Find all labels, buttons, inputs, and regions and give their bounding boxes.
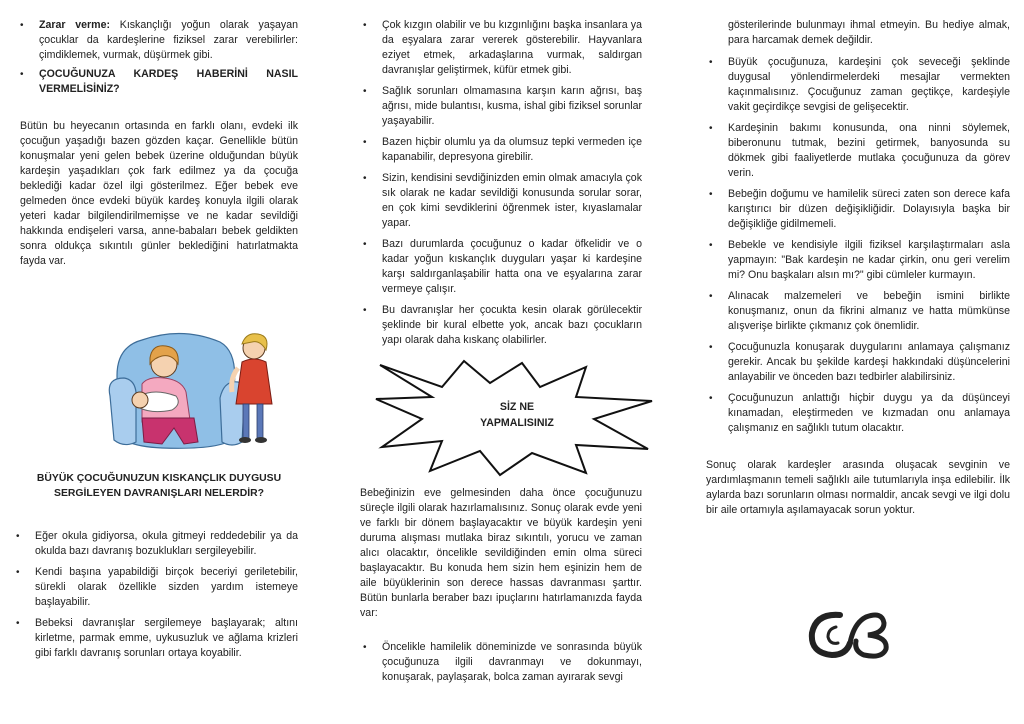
tips-bullet-list <box>360 640 642 691</box>
list-item: • Kendi başına yapabildiği birçok beceriyi geriletebilir, sürekli olarak özellikle sizden yardım istemeye başlayabilir. <box>16 565 298 610</box>
list-item: • Büyük çocuğunuza, kardeşini çok seveceği şeklinde duygusal yönlendirmelerdeki mesajlar vermekten kaçınmalısınız. Çocuğunuz zaman geçtikçe, kardeşiyle vakit geçirdikçe sevgisi de gelişecektir. <box>706 55 1010 115</box>
list-item: • Bazen hiçbir olumlu ya da olumsuz tepki vermeden içe kapanabilir, depresyona girebilir. <box>360 135 642 165</box>
list-item: • Bebeksi davranışlar sergilemeye başlayarak; altını kirletme, parmak emme, uykusuzluk ve ağlama krizleri gibi farklı davranış sorunları ortaya koyabilir. <box>16 616 298 661</box>
list-item: • Sağlık sorunları olmamasına karşın karın ağrısı, baş ağrısı, mide bulantısı, kusma, ishal gibi fiziksel sorunlar yaşayabilir. <box>360 84 642 129</box>
tips-intro-paragraph: Bebeğinizin eve gelmesinden daha önce çocuğunuzu süreçle ilgili olarak hazırlamalısınız. Sonuç olarak evde yeni ve farklı bir dönem başlayacaktır ve büyük kardeşin yeni duruma alışması mutlaka biraz sıkıntılı, yorucu ve zaman alıcı olacaktır, öncelikle sevildiğinden emin olma süreci başlayacaktır. Bu konuda hem sizin hem eşinizin hem de aile büyüklerinin son derece hassas davranması şarttır. Bütün bunlarla beraber bazı ipuçlarını hatırlamanızda fayda var: <box>360 487 642 619</box>
behavior-bullet-list-continued <box>360 18 642 348</box>
conclusion-paragraph: Sonuç olarak kardeşler arasında oluşacak sevginin ve yardımlaşmanın temeli sağlıklı aile tutumlarıyla inşa edilebilir. İlk aylarda bazı sorunların olması normaldir, ancak sevgi ve ilgi dolu bir aile ortamıyla aşılamayacak sorun yoktur. <box>706 459 1010 516</box>
list-item: • Bebekle ve kendisiyle ilgili fiziksel karşılaştırmaları asla yapmayın: "Bak kardeşin ne kadar çirkin, onu geri verelim mi? Onu başkaları alsın mı?" gibi cümleler kurmayın. <box>706 238 1010 283</box>
list-item: • Bazı durumlarda çocuğunuz o kadar öfkelidir ve o kadar yoğun kıskançlık duyguları yaşar ki kardeşine karşı saldırganlaşabilir hatta ona ve eşyalarına zarar vermeye çalışır. <box>360 237 642 297</box>
tips-bullet-list-continued <box>706 55 1010 436</box>
mother-baby-sibling-illustration <box>102 318 288 456</box>
list-item: • Çok kızgın olabilir ve bu kızgınlığını başka insanlara ya da eşyalara zarar vererek gösterebilir. Hayvanlara eziyet etmek, arkadaşlarına vurmak, saldırgan davranışlar geliştirmek, küfür etmek gibi. <box>360 18 642 78</box>
section-heading: BÜYÜK ÇOCUĞUNUZUN KISKANÇLIK DUYGUSU SERGİLEYEN DAVRANIŞLARI NELERDİR? <box>36 473 282 499</box>
list-item: • Kardeşinin bakımı konusunda, ona ninni söylemek, biberonunu tutmak, bezini getirmek, banyosunda su dökmek gibi faaliyetlerde mutlaka çocuğunuza da görev verin. <box>706 121 1010 181</box>
continuation-text: gösterilerinde bulunmayı ihmal etmeyin. Bu hediye almak, para harcamak demek değildir. <box>728 19 1010 46</box>
intro-paragraph: Bütün bu heyecanın ortasında en farklı olanı, evdeki ilk çocuğun yaşadığı bazen gözden kaçar. Genellikle bütün konuşmalar yeni gelen bebek üzerine olduğundan büyük kardeşin yaşadıkları çok fark edilmez ya da çocuğa beklediği kadar özel ilgi gösterilmez. Eğer bebek eve gelmeden önce evdeki büyük kardeş konuyla ilgili olarak yeteri kadar bilgilendirilmemişse ve ne kadar sevildiği hakkında endişeleri varsa, anne-babaları bebek geldikten sonra oldukça sıkıntılı günler beklediğini hatırlatmakta fayda var. <box>20 120 298 267</box>
top-bullet-list <box>20 18 298 97</box>
list-item: • Bu davranışlar her çocukta kesin olarak görülecektir şeklinde bir kural elbette yok, ancak bazı çocukların yapı olarak daha kıskanç olabilirler. <box>360 303 642 348</box>
list-item: • Eğer okula gidiyorsa, okula gitmeyi reddedebilir ya da okulda bazı davranış bozuklukları sergileyebilir. <box>16 529 298 559</box>
what-to-do-heading: SİZ NE YAPMALISINIZ <box>480 401 554 429</box>
list-item: • Çocuğunuzun anlattığı hiçbir duygu ya da düşünceyi kınamadan, eleştirmeden ve kızmadan onu anlamaya çalışmanız en sağlıklı tutum olacaktır. <box>706 391 1010 436</box>
list-item: • Sizin, kendisini sevdiğinizden emin olmak amacıyla çok sık olarak ne kadar sevildiği konusunda sorular sorar, en çok kimi sevdiklerini öğrenmek ister, kıyaslamalar yapar. <box>360 171 642 231</box>
list-item: • Alınacak malzemeleri ve bebeğin ismini birlikte konuşmanız, onun da fikrini almanız ve hatta mümkünse alışverişe birlikte çıkmanız çok önemlidir. <box>706 289 1010 334</box>
list-item: • Çocuğunuzla konuşarak duygularını anlamaya çalışmanız gerekir. Ancak bu şekilde kardeşi hakkındaki düşüncelerini anlayabilir ve önceden bazı tedbirler alabilirsiniz. <box>706 340 1010 385</box>
list-item: • Öncelikle hamilelik döneminizde ve sonrasında büyük çocuğunuza ilgili davranmayı ve dokunmayı, konuşarak, paylaşarak, bolca zaman ayırarak sevgi <box>360 640 642 685</box>
behavior-bullet-list <box>16 529 298 661</box>
column-right <box>706 0 1010 518</box>
list-item: • Bebeğin doğumu ve hamilelik süreci zaten son derece kafa karıştırıcı bir düzen değişikliğidir. Dolayısıyla başka bir değişikliğe gidilmemeli. <box>706 187 1010 232</box>
monogram-ornament <box>806 605 892 661</box>
list-item: • ÇOCUĞUNUZA KARDEŞ HABERİNİ NASIL VERMELİSİNİZ? <box>20 67 298 97</box>
list-item: • Zarar verme: Kıskançlığı yoğun olarak yaşayan çocuklar da kardeşlerine fiziksel zarar verebilirler: çimdiklemek, vurmak, düşürmek gibi. <box>20 18 298 63</box>
